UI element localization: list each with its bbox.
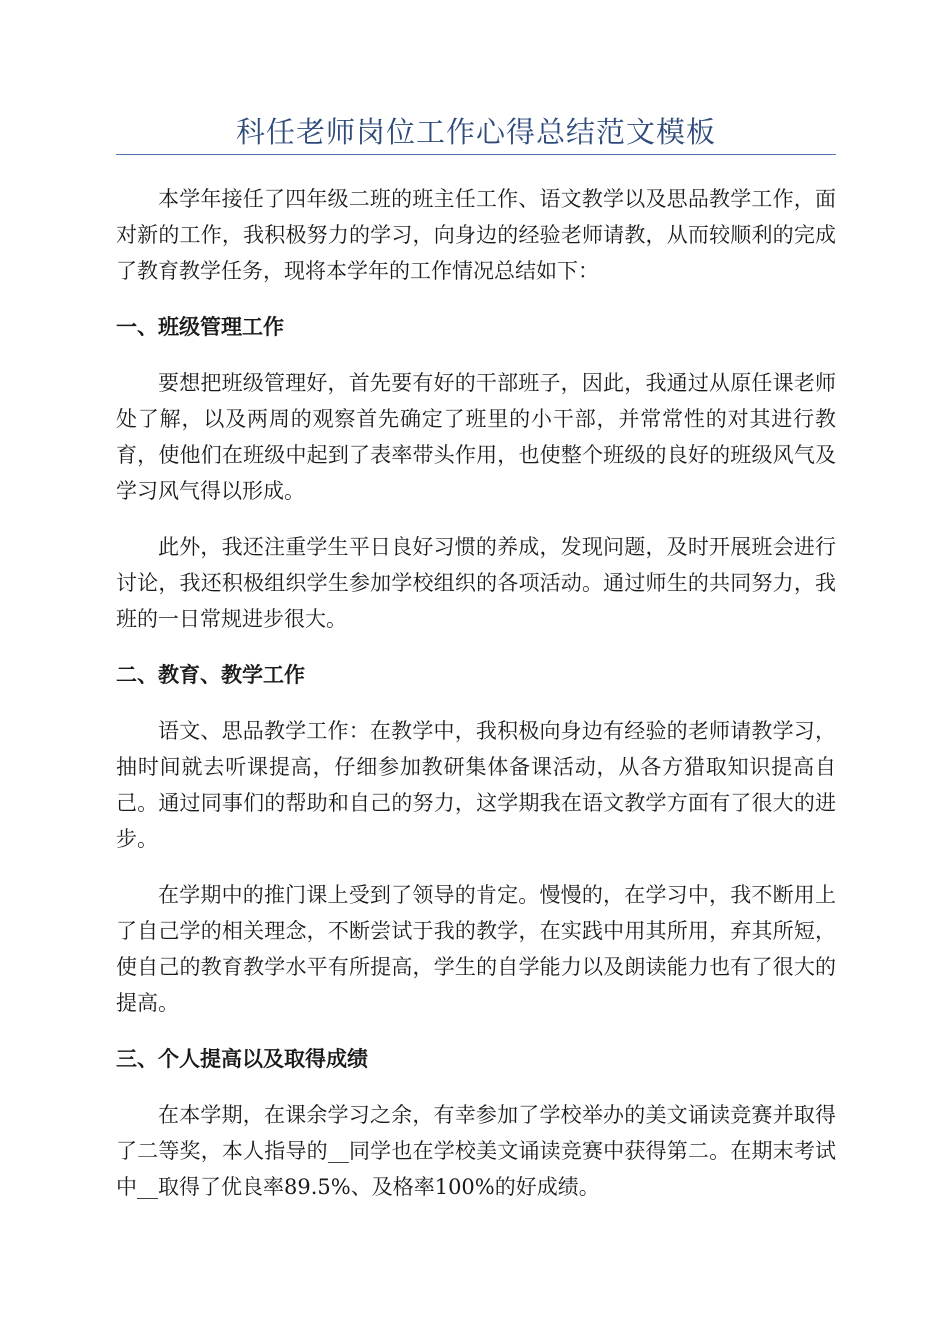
document-page: [116, 112, 836, 1225]
body-paragraph: 要想把班级管理好，首先要有好的干部班子，因此，我通过从原任课老师处了解，以及两周的观察首先确定了班里的小干部，并常常性的对其进行教育，使他们在班级中起到了表率带头作用，也使整个班级的良好的班级风气及学习风气得以形成。: [116, 371, 836, 503]
title-underline: [116, 154, 836, 155]
section-heading-class-management: 一、班级管理工作: [116, 314, 284, 339]
body-paragraph: 在学期中的推门课上受到了领导的肯定。慢慢的，在学习中，我不断用上了自己学的相关理念，不断尝试于我的教学，在实践中用其所用，弃其所短，使自己的教育教学水平有所提高，学生的自学能力以及朗读能力也有了很大的提高。: [116, 883, 836, 1015]
body-paragraph: 在本学期，在课余学习之余，有幸参加了学校举办的美文诵读竞赛并取得了二等奖，本人指导的__同学也在学校美文诵读竞赛中获得第二。在期末考试中__取得了优良率89.5%、及格率100%的好成绩。: [116, 1103, 836, 1199]
section-heading-teaching-work: 二、教育、教学工作: [116, 662, 305, 687]
intro-paragraph: 本学年接任了四年级二班的班主任工作、语文教学以及思品教学工作，面对新的工作，我积极努力的学习，向身边的经验老师请教，从而较顺利的完成了教育教学任务，现将本学年的工作情况总结如下：: [116, 187, 836, 283]
body-paragraph: 语文、思品教学工作：在教学中，我积极向身边有经验的老师请教学习，抽时间就去听课提高，仔细参加教研集体备课活动，从各方猎取知识提高自己。通过同事们的帮助和自己的努力，这学期我在语文教学方面有了很大的进步。: [116, 719, 836, 851]
section-heading-achievements: 三、个人提高以及取得成绩: [116, 1046, 368, 1071]
body-paragraph: 此外，我还注重学生平日良好习惯的养成，发现问题，及时开展班会进行讨论，我还积极组织学生参加学校组织的各项活动。通过师生的共同努力，我班的一日常规进步很大。: [116, 535, 836, 631]
document-title: 科任老师岗位工作心得总结范文模板: [235, 115, 716, 149]
